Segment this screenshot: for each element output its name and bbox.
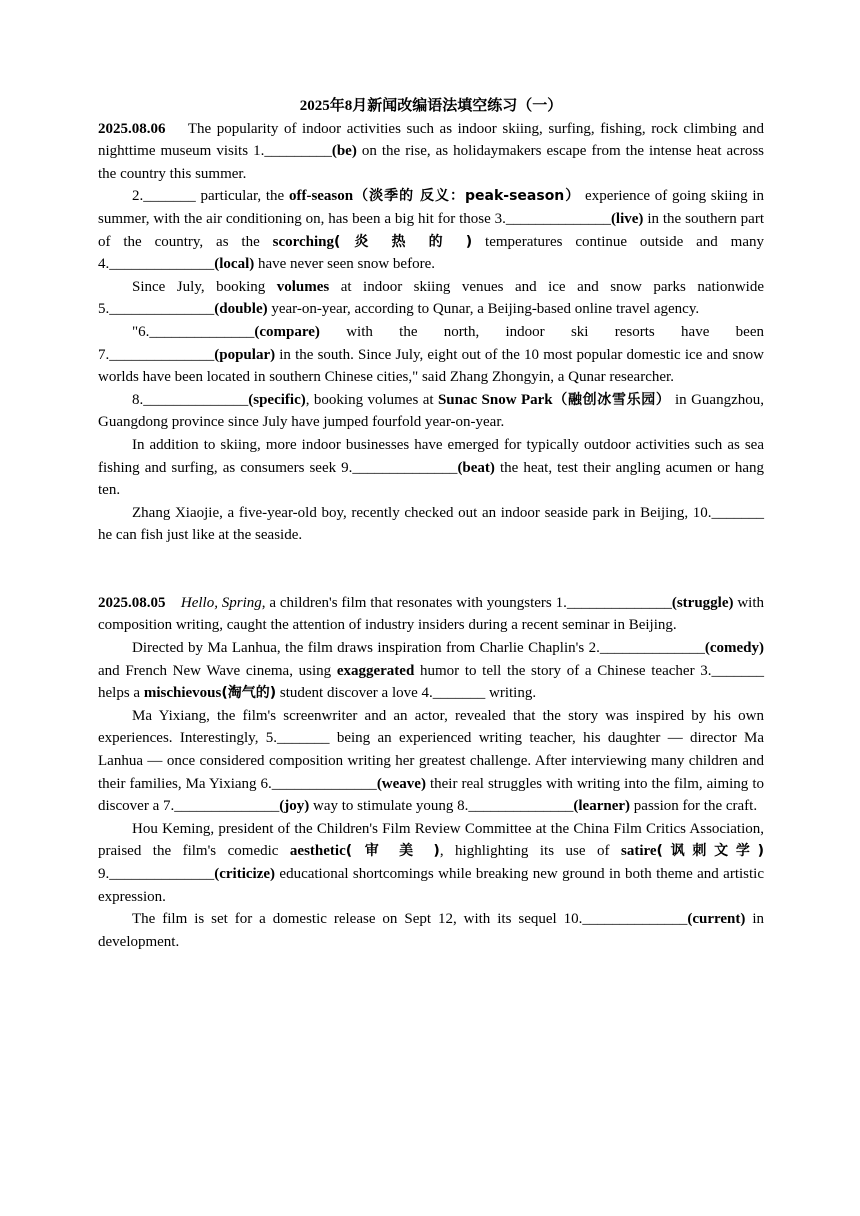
hint: (current) bbox=[687, 911, 746, 928]
text: Directed by Ma Lanhua, the film draws inspiration from Charlie Chaplin's 2.______________ bbox=[132, 640, 705, 657]
passage2-para5 bbox=[98, 908, 764, 953]
hint: (live) bbox=[610, 210, 644, 227]
passage2-para3 bbox=[98, 705, 764, 818]
text: temperatures continue outside and many 4.______________ bbox=[98, 233, 764, 273]
passage1-para6 bbox=[98, 434, 764, 502]
text: have never seen snow before. bbox=[254, 256, 435, 273]
text: their real struggles with writing into the film, aiming to discover a 7.______________ bbox=[98, 775, 764, 815]
passage1-date: 2025.08.06 bbox=[98, 120, 166, 137]
vocab-term: aesthetic bbox=[289, 843, 346, 860]
vocab-term: mischievous bbox=[143, 685, 222, 702]
text: student discover a love 4._______ writing. bbox=[276, 685, 537, 702]
film-title: Hello, Spring bbox=[180, 594, 262, 611]
passage2-para4 bbox=[98, 818, 764, 908]
text: , highlighting its use of bbox=[439, 843, 621, 860]
hint: (learner) bbox=[573, 798, 631, 815]
hint: (local) bbox=[214, 256, 255, 273]
passage2-para1 bbox=[98, 592, 764, 637]
passage1-para1 bbox=[98, 118, 764, 186]
text: Hou Keming, president of the Children's Film Review Committee at the China Film Critics Association, praised the film's comedic bbox=[98, 820, 764, 860]
text: , booking volumes at bbox=[305, 391, 438, 408]
text: way to stimulate young 8.______________ bbox=[309, 798, 574, 815]
text: and French New Wave cinema, using bbox=[98, 662, 337, 679]
text: In addition to skiing, more indoor businesses have emerged for typically outdoor activities such as sea fishing and surfing, as consumers seek 9.______________ bbox=[98, 436, 764, 476]
text: The popularity of indoor activities such as indoor skiing, surfing, fishing, rock climbing and nighttime museum visits 1._________ bbox=[98, 120, 764, 160]
passage2-para2 bbox=[98, 637, 764, 705]
hint: (compare) bbox=[254, 323, 320, 340]
passage1-para3 bbox=[98, 276, 764, 321]
text: with composition writing, caught the attention of industry insiders during a recent seminar in Beijing. bbox=[98, 594, 764, 634]
section-spacer bbox=[98, 547, 764, 592]
vocab-gloss: （融创冰雪乐园） bbox=[552, 391, 671, 408]
text: experience of going skiing in summer, with the air conditioning on, has been a big hit for those 3.______________ bbox=[98, 188, 764, 227]
text: humor to tell the story of a Chinese teacher 3._______ helps a bbox=[98, 662, 764, 702]
text: with the north, indoor ski resorts have been 7.______________ bbox=[98, 323, 764, 363]
text: in development. bbox=[98, 911, 764, 950]
vocab-term: volumes bbox=[276, 278, 330, 295]
text: in the southern part of the country, as the bbox=[98, 210, 764, 250]
text: , a children's film that resonates with youngsters 1.______________ bbox=[261, 594, 672, 611]
vocab-term: off-season bbox=[288, 188, 354, 205]
text: Since July, booking bbox=[132, 278, 277, 295]
text: passion for the craft. bbox=[630, 798, 758, 815]
hint: (struggle) bbox=[671, 594, 734, 611]
text: in Guangzhou, Guangdong province since July have jumped fourfold year-on-year. bbox=[98, 391, 764, 431]
text: year-on-year, according to Qunar, a Beijing-based online travel agency. bbox=[267, 301, 700, 318]
worksheet-page bbox=[98, 95, 764, 953]
hint: (criticize) bbox=[214, 866, 276, 882]
vocab-term: satire bbox=[621, 843, 657, 860]
hint: (joy) bbox=[279, 798, 310, 815]
passage2-date: 2025.08.05 bbox=[98, 594, 166, 611]
vocab-gloss: ( 审 美 ) bbox=[345, 843, 440, 860]
vocab-gloss: (淘气的) bbox=[221, 685, 277, 702]
text: on the rise, as holidaymakers escape from the intense heat across the country this summer. bbox=[98, 143, 764, 182]
hint: (be) bbox=[331, 143, 357, 160]
text: Zhang Xiaojie, a five-year-old boy, recently checked out an indoor seaside park in Beijing, 10._______ he can fish just like at the seaside. bbox=[98, 504, 764, 544]
vocab-term: exaggerated bbox=[336, 662, 415, 679]
hint: (specific) bbox=[248, 391, 306, 408]
vocab-gloss: ( 炎 热 的 ) bbox=[334, 233, 473, 250]
text: educational shortcomings while breaking new ground in both theme and artistic expression. bbox=[98, 866, 764, 905]
text: 9.______________ bbox=[98, 866, 215, 882]
passage1-para5 bbox=[98, 389, 764, 434]
page-title: 2025年8月新闻改编语法填空练习（一） bbox=[299, 98, 563, 114]
text: the heat, test their angling acumen or hang ten. bbox=[98, 459, 765, 499]
text: 8.______________ bbox=[132, 391, 249, 408]
passage1-para2 bbox=[98, 185, 764, 275]
text: "6.______________ bbox=[132, 323, 255, 340]
hint: (popular) bbox=[214, 346, 276, 363]
hint: (double) bbox=[214, 301, 268, 318]
hint: (beat) bbox=[457, 459, 495, 476]
text: 2._______ particular, the bbox=[132, 188, 289, 205]
text: The film is set for a domestic release on Sept 12, with its sequel 10.______________ bbox=[132, 911, 688, 928]
hint: (comedy) bbox=[704, 640, 764, 657]
text: at indoor skiing venues and ice and snow parks nationwide 5.______________ bbox=[98, 278, 764, 318]
vocab-term: scorching bbox=[272, 233, 335, 250]
text: in the south. Since July, eight out of the 10 most popular domestic ice and snow worlds have been located in southern Chinese cities," said Zhang Zhongyin, a Qunar researcher. bbox=[98, 346, 764, 386]
vocab-gloss: (讽刺文学) bbox=[656, 843, 765, 860]
vocab-term: Sunac Snow Park bbox=[437, 391, 553, 408]
text: Ma Yixiang, the film's screenwriter and an actor, revealed that the story was inspired by his own experiences. Interestingly, 5._______ being an experienced writing teacher, his daughter — director Ma Lanhua — once considered composition writing her greatest challenge. After interviewing many children and their families, Ma Yixiang 6.______________ bbox=[98, 707, 764, 792]
hint: (weave) bbox=[376, 775, 426, 792]
passage1-para4 bbox=[98, 321, 764, 389]
vocab-gloss: （淡季的 反义：peak-season） bbox=[353, 188, 581, 205]
passage1-para7 bbox=[98, 502, 764, 547]
